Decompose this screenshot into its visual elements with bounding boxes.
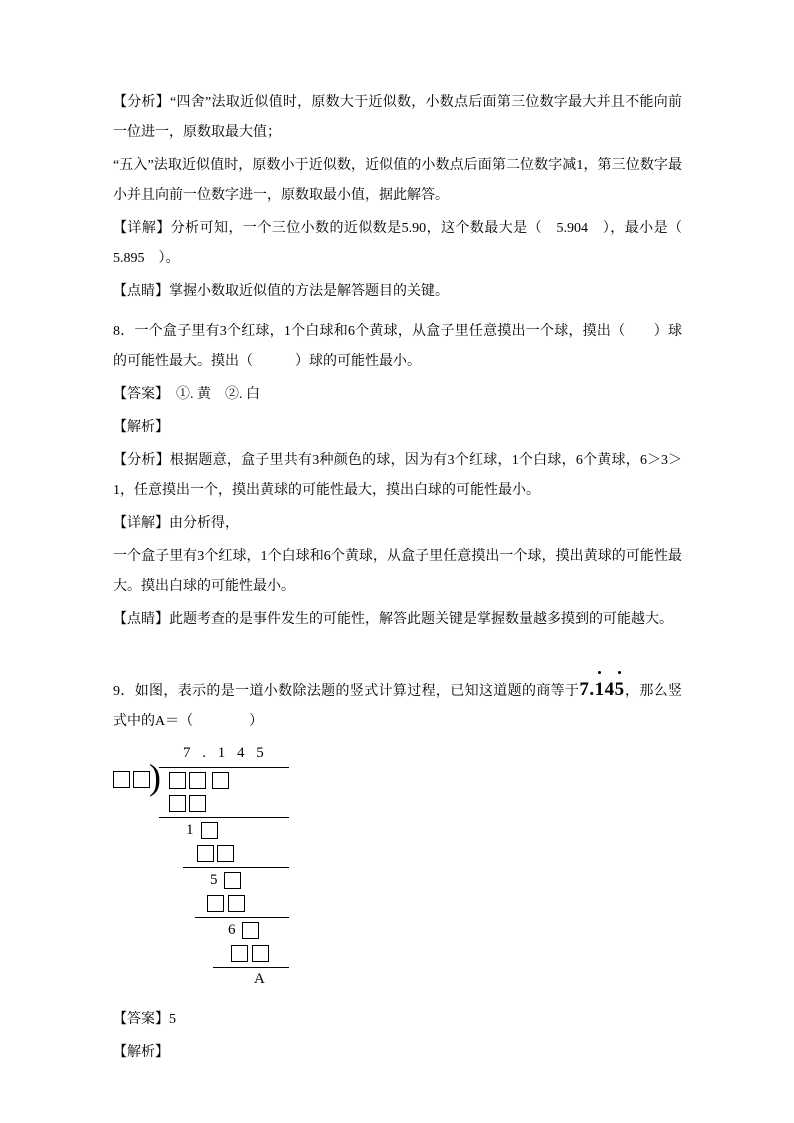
q9-num-part1: 7.	[579, 679, 595, 700]
q9-num-dotted-digit-5: 5	[615, 675, 625, 705]
divisor-blank-box	[133, 771, 150, 788]
division-vinculum-line	[159, 767, 289, 768]
q9-question-after: ，那么竖式中的A＝（ ）	[113, 684, 683, 729]
q7-analysis-paragraph-2: “五入”法取近似值时，原数小于近似数，近似值的小数点后面第二位数字减1，第三位数字最小并且向前一位数字进一，原数取最小值，据此解答。	[113, 158, 682, 203]
divisor-blank-box	[113, 771, 130, 788]
remainder-letter-a: A	[254, 971, 265, 987]
q9-num-part2: 4	[604, 679, 615, 700]
long-division-figure	[113, 745, 413, 993]
remainder-blank-box	[224, 872, 241, 889]
q8-answer-text: 【答案】 ①. 黄 ②. 白	[113, 387, 260, 402]
dividend-blank-box	[189, 772, 206, 789]
remainder-blank-box	[201, 822, 218, 839]
remainder-digit-1: 1	[186, 822, 194, 838]
q9-jiexi-label: 【解析】	[113, 1045, 169, 1060]
q8-detail-paragraph-1: 【详解】由分析得，	[113, 516, 239, 531]
q9-question-before: 9．如图，表示的是一道小数除法题的竖式计算过程，已知这道题的商等于	[113, 684, 580, 699]
product-blank-box	[207, 895, 224, 912]
dividend-blank-box	[212, 772, 229, 789]
q9-question-text	[113, 675, 682, 737]
product-blank-box	[217, 845, 234, 862]
q7-analysis-paragraph-1: 【分析】“四舍”法取近似值时，原数大于近似数，小数点后面第三位数字最大并且不能向前一位进一，原数取最大值；	[113, 95, 682, 140]
q9-answer-text: 【答案】5	[113, 1012, 176, 1027]
product-blank-box	[252, 945, 269, 962]
remainder-digit-5: 5	[210, 872, 218, 888]
q9-num-dotted-digit-1: 1	[595, 675, 605, 705]
dividend-blank-box	[169, 772, 186, 789]
q8-jiexi-label: 【解析】	[113, 420, 169, 435]
product-blank-box	[197, 845, 214, 862]
division-subtraction-line	[195, 917, 289, 918]
product-blank-box	[189, 795, 206, 812]
q9-repeating-decimal	[579, 679, 624, 700]
product-blank-box	[228, 895, 245, 912]
division-subtraction-line	[183, 867, 289, 868]
q8-point-paragraph: 【点睛】此题考查的是事件发生的可能性，解答此题关键是掌握数量越多摸到的可能越大。	[113, 612, 673, 627]
q8-detail-paragraph-2: 一个盒子里有3个红球，1个白球和6个黄球，从盒子里任意摸出一个球，摸出黄球的可能性最大。摸出白球的可能性最小。	[113, 549, 682, 594]
remainder-digit-6: 6	[228, 922, 236, 938]
division-quotient: 7 . 1 4 5	[183, 745, 268, 761]
division-subtraction-line	[159, 817, 289, 818]
remainder-blank-box	[242, 922, 259, 939]
q7-point-paragraph: 【点睛】掌握小数取近似值的方法是解答题目的关键。	[113, 284, 449, 299]
q8-analysis-paragraph: 【分析】根据题意，盒子里共有3种颜色的球，因为有3个红球，1个白球，6个黄球，6＞3＞1，任意摸出一个，摸出黄球的可能性最大，摸出白球的可能性最小。	[113, 453, 682, 498]
product-blank-box	[231, 945, 248, 962]
product-blank-box	[169, 795, 186, 812]
q7-detail-paragraph: 【详解】分析可知，一个三位小数的近似数是5.90，这个数最大是（ 5.904 ），最小是（ 5.895 ）。	[113, 221, 696, 266]
q8-question-text: 8．一个盒子里有3个红球，1个白球和6个黄球，从盒子里任意摸出一个球，摸出（ ）球的可能性最大。摸出（ ）球的可能性最小。	[113, 324, 682, 369]
division-bracket-icon: )	[149, 757, 161, 797]
division-subtraction-line	[213, 967, 289, 968]
